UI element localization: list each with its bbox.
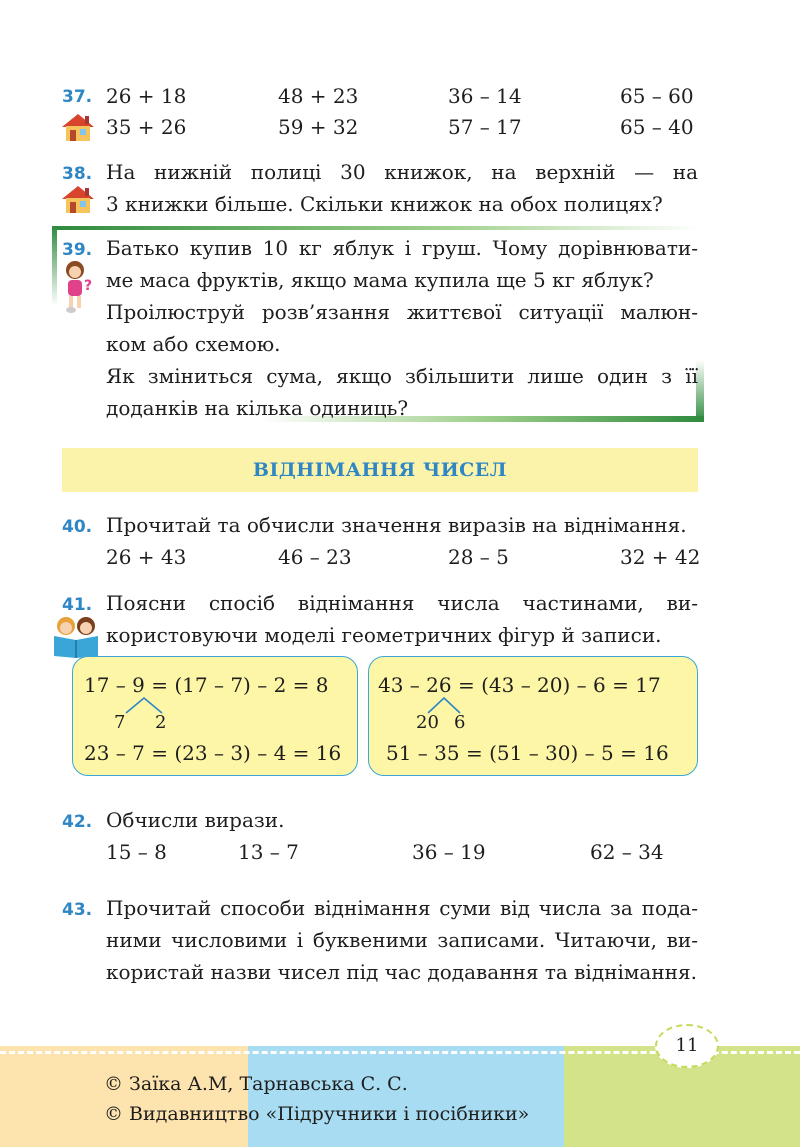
exercise-number-43: 43. [62, 900, 93, 920]
expr-37-1-2: 48 + 23 [278, 84, 359, 108]
box1-split-2: 2 [155, 712, 167, 733]
expr-40-4: 32 + 42 [620, 545, 701, 569]
copyright-publisher: © Видавництво «Підручники і посібники» [104, 1103, 530, 1125]
footer-band-blue [248, 1046, 564, 1147]
box1-split-1: 7 [114, 712, 126, 733]
expr-42-4: 62 – 34 [590, 840, 664, 864]
ex41-line-2: користовуючи моделі геометричних фігур й записи. [106, 623, 662, 647]
ex43-line-3: користай назви чисел під час додавання та віднімання. [106, 960, 697, 984]
ex38-line-1: На нижній полиці 30 книжок, на верхній — на [106, 160, 698, 184]
expr-37-2-4: 65 – 40 [620, 115, 694, 139]
exercise-number-38: 38. [62, 164, 93, 184]
ex40-text: Прочитай та обчисли значення виразів на віднімання. [106, 513, 687, 537]
green-frame-top [52, 226, 702, 230]
expr-37-1-3: 36 – 14 [448, 84, 522, 108]
box1-line-2: 23 – 7 = (23 – 3) – 4 = 16 [84, 741, 342, 765]
kids-book-icon [50, 614, 102, 658]
box2-split-1: 20 [416, 712, 439, 733]
copyright-authors: © Заїка А.М, Тарнавська С. С. [104, 1073, 408, 1095]
exercise-number-40: 40. [62, 517, 93, 537]
expr-37-2-3: 57 – 17 [448, 115, 522, 139]
green-frame-left [52, 226, 57, 306]
ex43-line-1: Прочитай способи віднімання суми від числа за пода- [106, 896, 698, 920]
ex39-line-6: доданків на кілька одиниць? [106, 396, 409, 420]
exercise-number-41: 41. [62, 595, 93, 615]
house-icon [60, 184, 96, 214]
ex39-line-2: ме маса фруктів, якщо мама купила ще 5 кг яблук? [106, 268, 654, 292]
ex39-line-3: Проілюструй розв’язання життєвої ситуації малюн- [106, 300, 698, 324]
section-heading: ВІДНІМАННЯ ЧИСЕЛ [252, 459, 508, 481]
expr-42-1: 15 – 8 [106, 840, 167, 864]
expr-37-2-1: 35 + 26 [106, 115, 187, 139]
ex42-text: Обчисли вирази. [106, 808, 285, 832]
ex39-line-5: Як зміниться сума, якщо збільшити лише один з її [106, 364, 698, 388]
ex39-line-1: Батько купив 10 кг яблук і груш. Чому дорівнювати- [106, 236, 698, 260]
footer-band-orange [0, 1046, 248, 1147]
box2-line-2: 51 – 35 = (51 – 30) – 5 = 16 [386, 741, 669, 765]
house-icon [60, 112, 96, 142]
box1-line-1: 17 – 9 = (17 – 7) – 2 = 8 [84, 673, 329, 697]
girl-question-icon [60, 258, 94, 316]
ex38-line-2: 3 книжки більше. Скільки книжок на обох полицях? [106, 192, 663, 216]
expr-40-2: 46 – 23 [278, 545, 352, 569]
expr-40-1: 26 + 43 [106, 545, 187, 569]
expr-40-3: 28 – 5 [448, 545, 509, 569]
page-number: 11 [655, 1024, 719, 1068]
box2-split-2: 6 [454, 712, 466, 733]
expr-37-1-1: 26 + 18 [106, 84, 187, 108]
exercise-number-39: 39. [62, 240, 93, 260]
exercise-number-42: 42. [62, 812, 93, 832]
box2-line-1: 43 – 26 = (43 – 20) – 6 = 17 [378, 673, 661, 697]
svg-text:?: ? [84, 278, 93, 294]
exercise-number-37: 37. [62, 87, 93, 107]
expr-37-2-2: 59 + 32 [278, 115, 359, 139]
expr-37-1-4: 65 – 60 [620, 84, 694, 108]
ex41-line-1: Поясни спосіб віднімання числа частинами, ви- [106, 591, 698, 615]
expr-42-2: 13 – 7 [238, 840, 299, 864]
expr-42-3: 36 – 19 [412, 840, 486, 864]
ex43-line-2: ними числовими і буквеними записами. Читаючи, ви- [106, 928, 698, 952]
ex39-line-4: ком або схемою. [106, 332, 281, 356]
